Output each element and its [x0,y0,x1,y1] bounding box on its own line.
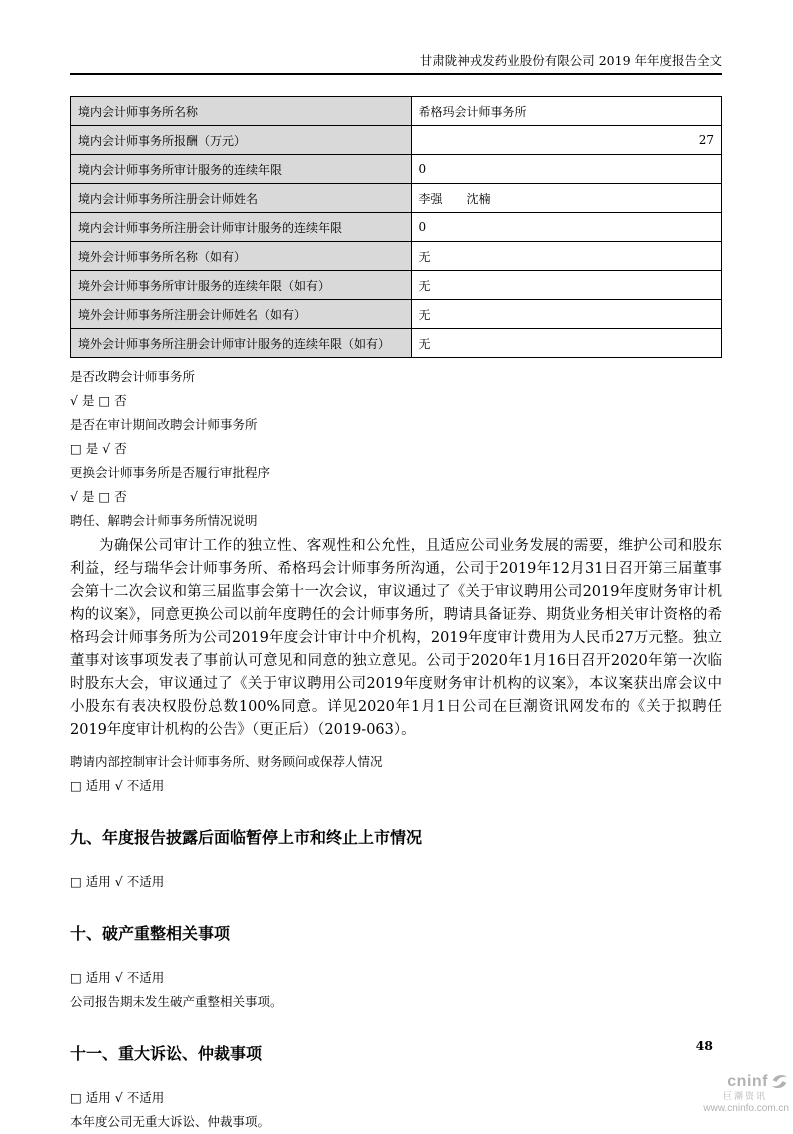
table-row [71,184,722,213]
audit-firm-explanation-paragraph: 为确保公司审计工作的独立性、客观性和公允性，且适应公司业务发展的需要，维护公司和股东利益，经与瑞华会计师事务所、希格玛会计师事务所沟通，公司于2019年12月31日召开第三届董事会第十二次会议和第三届监事会第十一次会议，审议通过了《关于审议聘用公司2019年度财务审计机构的议案》，同意更换公司以前年度聘任的会计师事务所，聘请具备证券、期货业务相关审计资格的希格玛会计师事务所为公司2019年度会计审计中介机构，2019年度审计费用为人民币27万元整。独立董事对该事项发表了事前认可意见和同意的独立意见。公司于2020年1月16日召开2020年第一次临时股东大会，审议通过了《关于审议聘用公司2019年度财务审计机构的议案》，本议案获出席会议中小股东有表决权股份总数100%同意。详见2020年1月1日公司在巨潮资讯网发布的《关于拟聘任2019年度审计机构的公告》（更正后）（2019-063）。 [70,538,722,738]
question-text: 是否改聘会计师事务所 [70,369,196,384]
checkbox-answer: √ 是 □ 否 [70,393,127,408]
row-label: 境外会计师事务所注册会计师审计服务的连续年限（如有） [71,329,412,358]
table-row [71,329,722,358]
accounting-firm-table [70,96,722,358]
row-value: 无 [411,300,722,329]
row-label: 境外会计师事务所注册会计师姓名（如有） [71,300,412,329]
row-label: 境内会计师事务所注册会计师审计服务的连续年限 [71,213,412,242]
section-11 [70,1043,722,1134]
cninfo-logo-chinese: 巨潮资讯 [722,1091,767,1101]
cninfo-logo-text: cninf [727,1072,768,1090]
row-value: 0 [411,213,722,242]
checkbox-answer: □ 是 √ 否 [70,441,127,456]
section-note: 公司报告期未发生破产重整相关事项。 [70,994,283,1009]
row-label: 境外会计师事务所名称（如有） [71,242,412,271]
note-label: 聘任、解聘会计师事务所情况说明 [70,513,258,528]
row-value: 无 [411,242,722,271]
page-number: 48 [695,1038,713,1053]
section-title: 九、年度报告披露后面临暂停上市和终止上市情况 [70,828,423,847]
audit-firm-questions [70,365,722,533]
question-text: 更换会计师事务所是否履行审批程序 [70,465,271,480]
table-row [71,242,722,271]
row-label: 境内会计师事务所报酬（万元） [71,126,412,155]
table-row [71,126,722,155]
row-value: 无 [411,329,722,358]
row-label: 境外会计师事务所审计服务的连续年限（如有） [71,271,412,300]
table-row [71,300,722,329]
report-header-title: 甘肃陇神戎发药业股份有限公司 2019 年年度报告全文 [70,0,722,75]
row-label: 境内会计师事务所名称 [71,97,412,126]
row-label: 境内会计师事务所审计服务的连续年限 [71,155,412,184]
section-note: 本年度公司无重大诉讼、仲裁事项。 [70,1114,271,1129]
checkbox-answer: □ 适用 √ 不适用 [70,874,165,889]
table-row [71,213,722,242]
section-title: 十、破产重整相关事项 [70,924,231,943]
section-9 [70,827,722,894]
cninfo-swirl-icon [770,1072,789,1091]
section-title: 十一、重大诉讼、仲裁事项 [70,1044,263,1063]
table-row [71,271,722,300]
cninfo-logo [679,1072,789,1114]
cninfo-logo-url: www.cninfo.com.cn [703,1103,789,1114]
internal-control-block [70,750,722,798]
row-value: 李强 沈楠 [411,184,722,213]
row-value: 希格玛会计师事务所 [411,97,722,126]
table-row [71,97,722,126]
internal-control-label: 聘请内部控制审计会计师事务所、财务顾问或保荐人情况 [70,754,383,769]
checkbox-answer: □ 适用 √ 不适用 [70,778,165,793]
row-value: 27 [411,126,722,155]
question-text: 是否在审计期间改聘会计师事务所 [70,417,258,432]
row-value: 0 [411,155,722,184]
row-label: 境内会计师事务所注册会计师姓名 [71,184,412,213]
row-value: 无 [411,271,722,300]
checkbox-answer: □ 适用 √ 不适用 [70,1090,165,1105]
table-row [71,155,722,184]
section-10 [70,923,722,1014]
checkbox-answer: √ 是 □ 否 [70,489,127,504]
checkbox-answer: □ 适用 √ 不适用 [70,970,165,985]
